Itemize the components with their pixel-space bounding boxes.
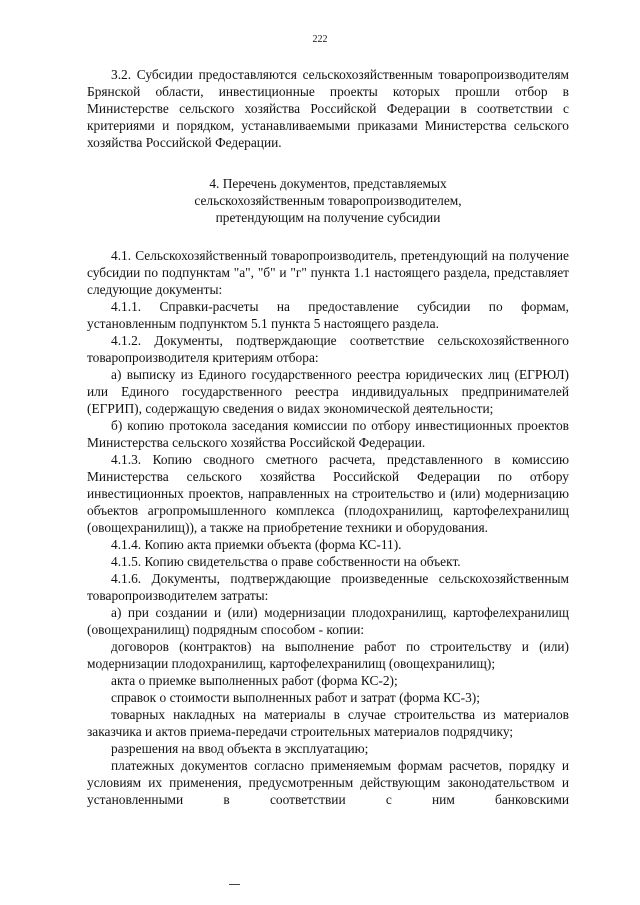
paragraph-4-1-6-a: а) при создании и (или) модернизации плодохранилищ, картофелехранилищ (овощехранилищ) подрядным способом - копии: [87, 605, 569, 637]
document-body [87, 66, 569, 808]
section-heading-line-2: сельскохозяйственным товаропроизводителем, [194, 193, 462, 208]
paragraph-4-1-2-a: а) выписку из Единого государственного реестра юридических лиц (ЕГРЮЛ) или Единого государственного реестра индивидуальных предпринимателей (ЕГРИП), содержащую сведения о видах экономической деятельности; [87, 367, 569, 416]
paragraph-4-1-2: 4.1.2. Документы, подтверждающие соответствие сельскохозяйственного товаропроизводителя критериям отбора: [87, 333, 569, 365]
list-item-payments: платежных документов согласно применяемым формам расчетов, порядку и условиям их применения, предусмотренным действующим законодательством и установленными в соответствии с ним банковскими [87, 758, 569, 807]
paragraph-4-1-6: 4.1.6. Документы, подтверждающие произведенные сельскохозяйственным товаропроизводителем затраты: [87, 571, 569, 603]
list-item-permit: разрешения на ввод объекта в эксплуатацию; [111, 741, 369, 756]
paragraph-4-1-1: 4.1.1. Справки-расчеты на предоставление субсидии по формам, установленным подпунктом 5.1 пункта 5 настоящего раздела. [87, 299, 569, 331]
list-item-ks3: справок о стоимости выполненных работ и затрат (форма КС-3); [111, 690, 480, 705]
section-heading [87, 175, 569, 226]
page-number: 222 [312, 34, 328, 45]
paragraph-4-1-2-b: б) копию протокола заседания комиссии по отбору инвестиционных проектов Министерства сельского хозяйства Российской Федерации. [87, 418, 569, 450]
paragraph-4-1-5: 4.1.5. Копию свидетельства о праве собственности на объект. [111, 554, 461, 569]
list-item-contracts: договоров (контрактов) на выполнение работ по строительству и (или) модернизации плодохранилищ, картофелехранилищ (овощехранилищ); [87, 639, 569, 671]
section-heading-line-1: 4. Перечень документов, представляемых [209, 176, 447, 191]
footer-dash [229, 884, 240, 885]
list-item-invoices: товарных накладных на материалы в случае строительства из материалов заказчика и актов приема-передачи строительных материалов подрядчику; [87, 707, 569, 739]
list-item-ks2: акта о приемке выполненных работ (форма КС-2); [111, 673, 398, 688]
paragraph-4-1: 4.1. Сельскохозяйственный товаропроизводитель, претендующий на получение субсидии по подпунктам "а", "б" и "г" пункта 1.1 настоящего раздела, представляет следующие документы: [87, 248, 569, 297]
paragraph-4-1-4: 4.1.4. Копию акта приемки объекта (форма КС-11). [111, 537, 402, 552]
section-heading-line-3: претендующим на получение субсидии [215, 210, 441, 225]
paragraph-3-2: 3.2. Субсидии предоставляются сельскохозяйственным товаропроизводителям Брянской области, инвестиционные проекты которых прошли отбор в Министерстве сельского хозяйства Российской Федерации в соответствии с критериями и порядком, устанавливаемыми приказами Министерства сельского хозяйства Российской Федерации. [87, 67, 569, 150]
paragraph-4-1-3: 4.1.3. Копию сводного сметного расчета, представленного в комиссию Министерства сельского хозяйства Российской Федерации по отбору инвестиционных проектов, направленных на строительство и (или) модернизацию объектов агропромышленного комплекса (плодохранилищ, картофелехранилищ (овощехранилищ)), а также на приобретение техники и оборудования. [87, 452, 569, 535]
